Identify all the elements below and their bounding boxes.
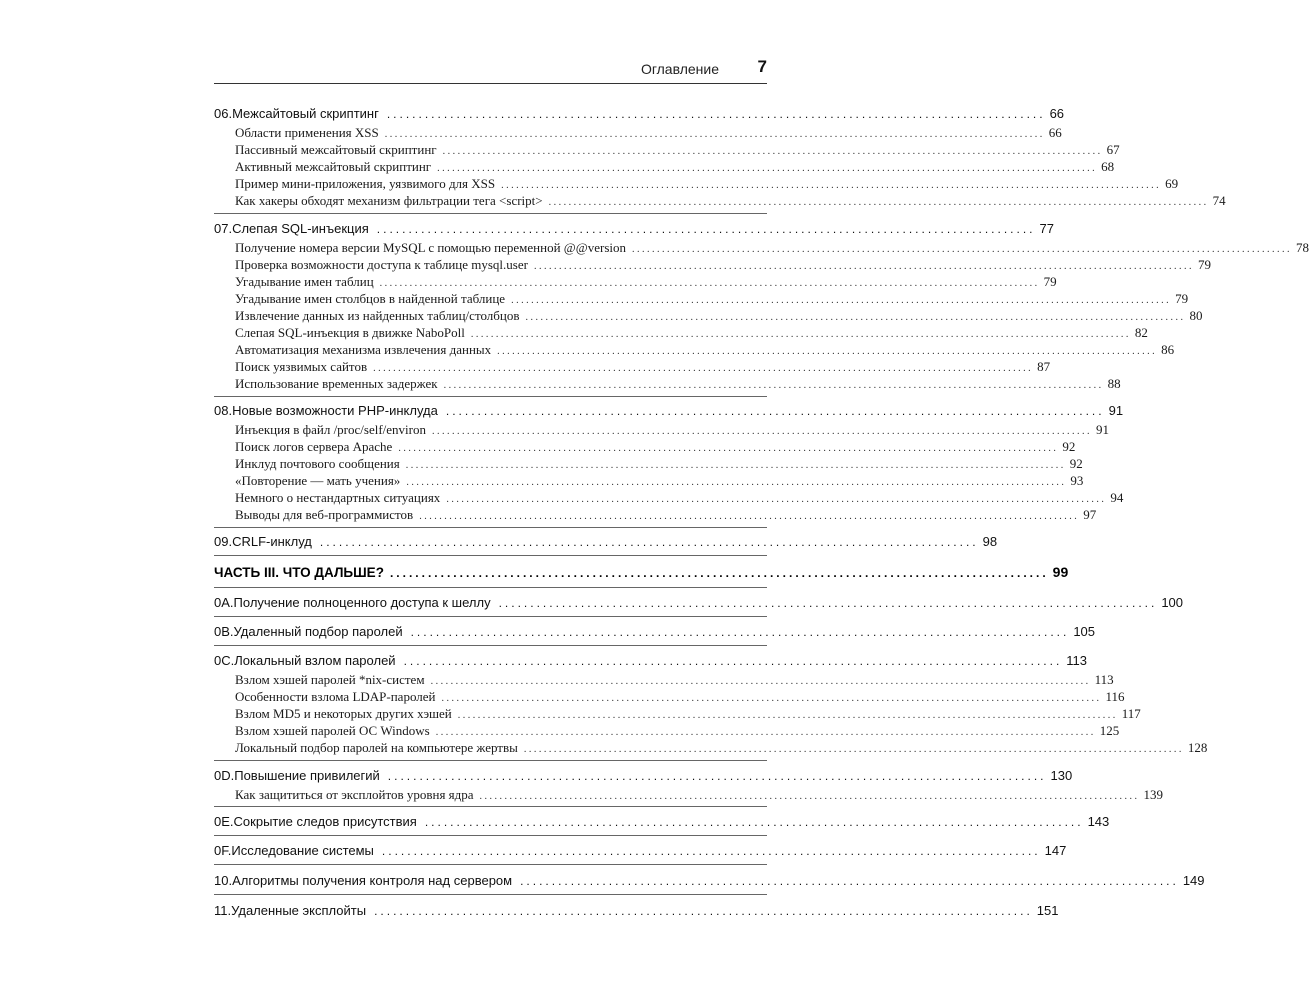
item-page: 88 [1107,376,1121,391]
section-divider [214,587,767,588]
leader-dots: .................................................................................................................................... [511,295,1172,306]
section-number: 06. [214,106,233,121]
item-page: 117 [1121,706,1141,721]
item-page: 86 [1161,342,1175,357]
toc-item[interactable] [235,455,1083,472]
item-title: Локальный подбор паролей на компьютере жертвы [235,740,518,755]
running-head-title: Оглавление [640,61,719,77]
leader-dots: .................................................................................................................................... [523,744,1184,755]
leader-dots: ........................................................................................................ [319,535,979,549]
toc-item[interactable] [235,506,1097,523]
leader-dots: ........................................................................................................ [445,404,1105,418]
item-title: «Повторение — мать учения» [235,473,401,488]
item-title: Слепая SQL-инъекция в движке NaboPoll [235,325,465,340]
toc-item[interactable] [235,438,1076,455]
item-title: Как защититься от эксплойтов уровня ядра [235,787,474,802]
leader-dots: ........................................................................................................ [389,566,1049,580]
toc-item[interactable] [235,273,1057,290]
section-page: 147 [1044,843,1067,858]
header-rule [214,83,767,84]
section-number: 0A. [214,595,234,610]
section-divider [214,555,767,556]
toc-item[interactable] [235,421,1109,438]
section-number: 0C. [214,653,235,668]
leader-dots: ........................................................................................................ [424,815,1084,829]
toc-item[interactable] [235,489,1124,506]
item-page: 94 [1110,490,1124,505]
leader-dots: ........................................................................................................ [403,654,1063,668]
item-title: Области применения XSS [235,125,379,140]
leader-dots: .................................................................................................................................... [479,791,1140,802]
section-page: 100 [1161,595,1184,610]
item-page: 87 [1037,359,1051,374]
toc-section-07[interactable] [214,216,1054,236]
section-divider [214,806,767,807]
toc-section-09[interactable] [214,529,998,549]
item-title: Выводы для веб-программистов [235,507,414,522]
item-title: Инклуд почтового сообщения [235,456,400,471]
item-title: Немного о нестандартных ситуациях [235,490,441,505]
leader-dots: .................................................................................................................................... [525,312,1186,323]
section-divider [214,213,767,214]
section-divider [214,864,767,865]
item-title: Взлом MD5 и некоторых других хэшей [235,706,452,721]
toc-item[interactable] [235,192,1226,209]
section-page: 130 [1050,768,1073,783]
section-title: Сокрытие следов присутствия [233,814,417,829]
section-divider [214,396,767,397]
item-title: Поиск уязвимых сайтов [235,359,368,374]
section-title: Локальный взлом паролей [234,653,396,668]
section-page: 143 [1087,814,1110,829]
item-page: 91 [1096,422,1109,437]
toc-item[interactable] [235,141,1120,158]
toc-section-0c[interactable] [214,648,1088,668]
item-title: Как хакеры обходят механизм фильтрации тега <script> [235,193,543,208]
toc-section-11[interactable] [214,898,1059,918]
item-title: Пассивный межсайтовый скриптинг [235,142,437,157]
section-title: Алгоритмы получения контроля над сервером [232,873,513,888]
item-title: Активный межсайтовый скриптинг [235,159,432,174]
section-title: Удаленный подбор паролей [233,624,403,639]
leader-dots: ........................................................................................................ [374,904,1033,918]
running-head [214,55,767,83]
section-title: Межсайтовый скриптинг [232,106,379,121]
item-page: 97 [1083,507,1097,522]
leader-dots: .................................................................................................................................... [430,676,1091,687]
section-number: 09. [214,534,233,549]
item-page: 82 [1134,325,1148,340]
leader-dots: .................................................................................................................................... [446,494,1107,505]
leader-dots: .................................................................................................................................... [632,244,1293,255]
item-page: 67 [1106,142,1120,157]
section-divider [214,616,767,617]
item-title: Особенности взлома LDAP-паролей [235,689,436,704]
page-number: 7 [757,57,767,76]
item-page: 93 [1070,473,1084,488]
section-title: Слепая SQL-инъекция [232,221,369,236]
leader-dots: .................................................................................................................................... [442,146,1103,157]
leader-dots: .................................................................................................................................... [443,380,1104,391]
toc-section-0e[interactable] [214,809,1110,829]
section-number: 0F. [214,843,232,858]
item-title: Поиск логов сервера Apache [235,439,393,454]
leader-dots: .................................................................................................................................... [435,727,1096,738]
part-page: 99 [1052,564,1069,580]
item-page: 80 [1189,308,1203,323]
toc-item[interactable] [235,324,1148,341]
toc-item[interactable] [235,472,1084,489]
leader-dots: ........................................................................................................ [498,596,1158,610]
leader-dots: ........................................................................................................ [410,625,1070,639]
section-title: CRLF-инклуд [232,534,312,549]
leader-dots: .................................................................................................................................... [548,197,1209,208]
section-number: 0E. [214,814,234,829]
section-page: 149 [1182,873,1205,888]
leader-dots: .................................................................................................................................... [419,511,1080,522]
leader-dots: .................................................................................................................................... [497,346,1158,357]
item-page: 139 [1143,787,1164,802]
item-title: Автоматизация механизма извлечения данных [235,342,492,357]
toc-item[interactable] [235,375,1121,392]
toc-item[interactable] [235,175,1179,192]
section-number: 11. [214,903,232,918]
section-number: 0D. [214,768,235,783]
leader-dots: .................................................................................................................................... [470,329,1131,340]
item-page: 79 [1175,291,1189,306]
item-page: 113 [1094,672,1114,687]
section-page: 77 [1039,221,1054,236]
leader-dots: ........................................................................................................ [520,874,1179,888]
item-title: Инъекция в файл /proc/self/environ [235,422,426,437]
leader-dots: ........................................................................................................ [381,844,1041,858]
item-title: Взлом хэшей паролей *nix-систем [235,672,425,687]
section-number: 07. [214,221,233,236]
toc-item[interactable] [235,786,1164,803]
item-title: Пример мини-приложения, уязвимого для XSS [235,176,496,191]
section-number: 10. [214,873,233,888]
toc-item[interactable] [235,739,1208,756]
section-title: Повышение привилегий [234,768,380,783]
section-divider [214,894,767,895]
item-page: 74 [1212,193,1226,208]
leader-dots: .................................................................................................................................... [384,129,1045,140]
section-page: 105 [1073,624,1096,639]
toc-item[interactable] [235,256,1211,273]
item-page: 116 [1105,689,1125,704]
leader-dots: .................................................................................................................................... [432,426,1092,437]
section-page: 66 [1049,106,1065,121]
toc-section-0b[interactable] [214,619,1096,639]
item-page: 128 [1187,740,1208,755]
item-title: Извлечение данных из найденных таблиц/столбцов [235,308,520,323]
section-divider [214,760,767,761]
section-divider [214,835,767,836]
leader-dots: .................................................................................................................................... [441,693,1102,704]
toc-item[interactable] [235,307,1203,324]
leader-dots: .................................................................................................................................... [406,477,1067,488]
leader-dots: ........................................................................................................ [376,222,1036,236]
toc-item[interactable] [235,358,1051,375]
toc-item[interactable] [235,239,1309,256]
toc-section-0f[interactable] [214,838,1067,858]
item-page: 79 [1197,257,1211,272]
toc-section-06[interactable] [214,101,1065,121]
section-divider [214,527,767,528]
toc-item[interactable] [235,290,1189,307]
section-number: 08. [214,403,233,418]
leader-dots: .................................................................................................................................... [533,261,1194,272]
item-page: 92 [1062,439,1076,454]
section-page: 113 [1066,653,1088,668]
item-page: 66 [1048,125,1062,140]
leader-dots: .................................................................................................................................... [379,278,1040,289]
toc-section-0d[interactable] [214,763,1073,783]
leader-dots: .................................................................................................................................... [457,710,1118,721]
section-page: 98 [982,534,998,549]
part-title: ЧАСТЬ III. ЧТО ДАЛЬШЕ? [214,565,384,580]
section-title: Исследование системы [231,843,374,858]
section-number: 0B. [214,624,234,639]
item-title: Проверка возможности доступа к таблице mysql.user [235,257,528,272]
leader-dots: .................................................................................................................................... [437,163,1098,174]
item-page: 125 [1099,723,1120,738]
toc-section-0a[interactable] [214,590,1184,610]
item-title: Использование временных задержек [235,376,438,391]
leader-dots: ........................................................................................................ [387,769,1047,783]
toc-item[interactable] [235,722,1120,739]
section-title: Удаленные эксплойты [231,903,367,918]
toc-item[interactable] [235,671,1114,688]
section-page: 91 [1108,403,1124,418]
toc-section-08[interactable] [214,398,1124,418]
toc-section-10[interactable] [214,868,1205,888]
section-title: Новые возможности PHP-инклуда [232,403,438,418]
toc-item[interactable] [235,705,1141,722]
section-page: 151 [1036,903,1059,918]
leader-dots: .................................................................................................................................... [405,460,1066,471]
leader-dots: .................................................................................................................................... [373,363,1034,374]
item-page: 92 [1069,456,1083,471]
item-page: 78 [1296,240,1309,255]
item-title: Угадывание имен таблиц [235,274,374,289]
item-title: Взлом хэшей паролей ОС Windows [235,723,430,738]
leader-dots: .................................................................................................................................... [398,443,1059,454]
item-page: 68 [1101,159,1115,174]
toc-item[interactable] [235,341,1175,358]
toc-item[interactable] [235,158,1115,175]
item-title: Получение номера версии MySQL с помощью переменной @@version [235,240,627,255]
item-page: 69 [1165,176,1179,191]
section-divider [214,645,767,646]
toc-part-3[interactable] [214,558,1069,580]
leader-dots: .................................................................................................................................... [501,180,1162,191]
item-title: Угадывание имен столбцов в найденной таблице [235,291,506,306]
item-page: 79 [1043,274,1057,289]
toc-item[interactable] [235,124,1062,141]
section-title: Получение полноценного доступа к шеллу [233,595,491,610]
leader-dots: ........................................................................................................ [386,107,1046,121]
toc-item[interactable] [235,688,1125,705]
